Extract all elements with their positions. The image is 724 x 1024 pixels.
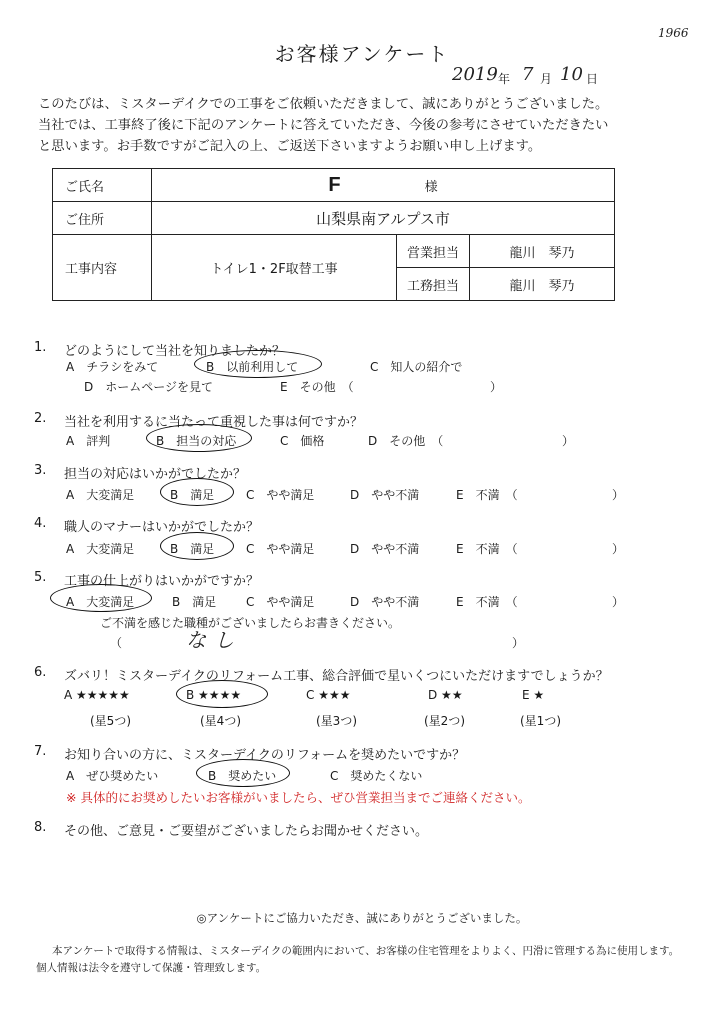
q6-option-b[interactable]: B ★★★★	[186, 688, 242, 702]
question-number: 3.	[34, 463, 47, 478]
name-value: F	[328, 173, 341, 196]
q2-option-d-close: ）	[562, 434, 575, 448]
date-day-unit: 日	[586, 72, 599, 86]
q4-option-a[interactable]: A 大変満足	[66, 542, 135, 556]
q4-option-b[interactable]: B 満足	[170, 542, 215, 556]
q4-option-e[interactable]: E 不満 （	[456, 542, 518, 556]
q5-selected-circle	[50, 584, 152, 612]
sales-label: 営業担当	[397, 235, 470, 268]
q2-option-c[interactable]: C 価格	[280, 434, 325, 448]
date-year-unit: 年	[498, 72, 511, 86]
q5-sub-prompt: ご不満を感じた職種がございましたらお書きください。	[100, 616, 401, 630]
q7-selected-circle	[196, 759, 290, 787]
intro-line: このたびは、ミスターデイクでの工事をご依頼いただきまして、誠にありがとうございました。	[38, 97, 609, 112]
address-value: 山梨県南アルプス市	[152, 202, 615, 235]
intro-text	[38, 94, 688, 157]
q4-option-c[interactable]: C やや満足	[246, 542, 315, 556]
q5-option-e[interactable]: E 不満 （	[456, 595, 518, 609]
q4-option-e-close: ）	[612, 542, 625, 556]
date-year: 2019	[452, 64, 498, 85]
q6-option-a[interactable]: A ★★★★★	[64, 688, 130, 702]
question-number: 8.	[34, 820, 47, 835]
q1-option-e[interactable]: E その他 （	[280, 380, 354, 394]
question-number: 7.	[34, 744, 47, 759]
question-text: ズバリ！ミスターデイクのリフォーム工事、総合評価で星いくつにいただけますでしょうか？	[64, 669, 609, 684]
question-text: お知り合いの方に、ミスターデイクのリフォームを奨めたいですか？	[64, 748, 466, 763]
q5-option-b[interactable]: B 満足	[172, 595, 217, 609]
q6-option-e[interactable]: E ★	[522, 688, 545, 702]
name-cell	[152, 169, 615, 202]
q7-option-c[interactable]: C 奨めたくない	[330, 769, 423, 783]
q6-option-b-sub: (星4つ)	[200, 714, 241, 728]
question-text: どのようにして当社を知りましたか？	[64, 344, 286, 359]
q2-option-b[interactable]: B 担当の対応	[156, 434, 237, 448]
q6-option-a-sub: (星5つ)	[90, 714, 131, 728]
question-text: 職人のマナーはいかがでしたか？	[64, 520, 260, 535]
question-number: 2.	[34, 411, 47, 426]
thanks-text: ◎アンケートにご協力いただき、誠にありがとうございました。	[196, 911, 528, 925]
q3-option-d[interactable]: D やや不満	[350, 488, 420, 502]
construction-value: 龍川 琴乃	[470, 268, 615, 301]
q5-option-a[interactable]: A 大変満足	[66, 595, 135, 609]
q3-selected-circle	[160, 478, 234, 506]
sales-value: 龍川 琴乃	[470, 235, 615, 268]
page-number: 1966	[658, 26, 689, 40]
question-number: 4.	[34, 516, 47, 531]
footer-line: 個人情報は法令を遵守して保護・管理致します。	[36, 962, 267, 974]
q5-option-e-close: ）	[612, 595, 625, 609]
q2-option-d[interactable]: D その他 （	[368, 434, 444, 448]
construction-label: 工務担当	[397, 268, 470, 301]
q6-option-d[interactable]: D ★★	[428, 688, 463, 702]
question-number: 6.	[34, 665, 47, 680]
name-suffix: 様	[424, 179, 438, 195]
q1-option-d[interactable]: D ホームページを見て	[84, 380, 214, 394]
q5-sub-close: ）	[512, 636, 525, 650]
name-label: ご氏名	[53, 169, 152, 202]
q3-option-b[interactable]: B 満足	[170, 488, 215, 502]
customer-info-table	[52, 168, 615, 301]
q1-option-e-close: ）	[490, 380, 503, 394]
question-text: その他、ご意見・ご要望がございましたらお聞かせください。	[64, 824, 429, 839]
intro-line: 当社では、工事終了後に下記のアンケートに答えていただき、今後の参考にさせていただきたい	[38, 118, 609, 133]
date-month-unit: 月	[540, 72, 553, 86]
q4-option-d[interactable]: D やや不満	[350, 542, 420, 556]
q2-selected-circle	[146, 424, 252, 452]
question-number: 1.	[34, 340, 47, 355]
q7-option-b[interactable]: B 奨めたい	[208, 769, 277, 783]
q2-option-a[interactable]: A 評判	[66, 434, 111, 448]
q4-selected-circle	[160, 532, 234, 560]
date-month: 7	[522, 64, 534, 85]
q7-option-a[interactable]: A ぜひ奨めたい	[66, 769, 159, 783]
question-text: 担当の対応はいかがでしたか？	[64, 467, 247, 482]
intro-line: と思います。お手数ですがご記入の上、ご返送下さいますようお願い申し上げます。	[38, 139, 542, 154]
work-value: トイレ1・2F取替工事	[152, 235, 397, 301]
q3-option-e[interactable]: E 不満 （	[456, 488, 518, 502]
q5-option-c[interactable]: C やや満足	[246, 595, 315, 609]
q5-sub-open: （	[110, 636, 123, 650]
q3-option-a[interactable]: A 大変満足	[66, 488, 135, 502]
address-label: ご住所	[53, 202, 152, 235]
q1-selected-circle	[194, 350, 322, 378]
q1-option-a[interactable]: A チラシをみて	[66, 360, 159, 374]
q3-option-e-close: ）	[612, 488, 625, 502]
q6-option-c[interactable]: C ★★★	[306, 688, 351, 702]
date-day: 10	[560, 64, 583, 85]
work-label: 工事内容	[53, 235, 152, 301]
q6-selected-circle	[176, 680, 268, 708]
question-text: 当社を利用するに当たって重視した事は何ですか？	[64, 415, 364, 430]
q7-note: ※ 具体的にお奨めしたいお客様がいましたら、ぜひ営業担当までご連絡ください。	[66, 790, 531, 805]
q6-option-d-sub: (星2つ)	[424, 714, 465, 728]
q6-option-c-sub: (星3つ)	[316, 714, 357, 728]
footer-line: 本アンケートで取得する情報は、ミスターデイクの範囲内において、お客様の住宅管理をよりよく、円滑に管理する為に使用します。	[52, 945, 680, 957]
q5-handwritten-answer[interactable]: なし	[186, 628, 242, 652]
page-title: お客様アンケート	[274, 42, 450, 66]
question-number: 5.	[34, 570, 47, 585]
q5-option-d[interactable]: D やや不満	[350, 595, 420, 609]
q3-option-c[interactable]: C やや満足	[246, 488, 315, 502]
q1-option-c[interactable]: C 知人の紹介で	[370, 360, 463, 374]
q1-option-b[interactable]: B 以前利用して	[206, 360, 299, 374]
q6-option-e-sub: (星1つ)	[520, 714, 561, 728]
question-text: 工事の仕上がりはいかがですか？	[64, 574, 260, 589]
